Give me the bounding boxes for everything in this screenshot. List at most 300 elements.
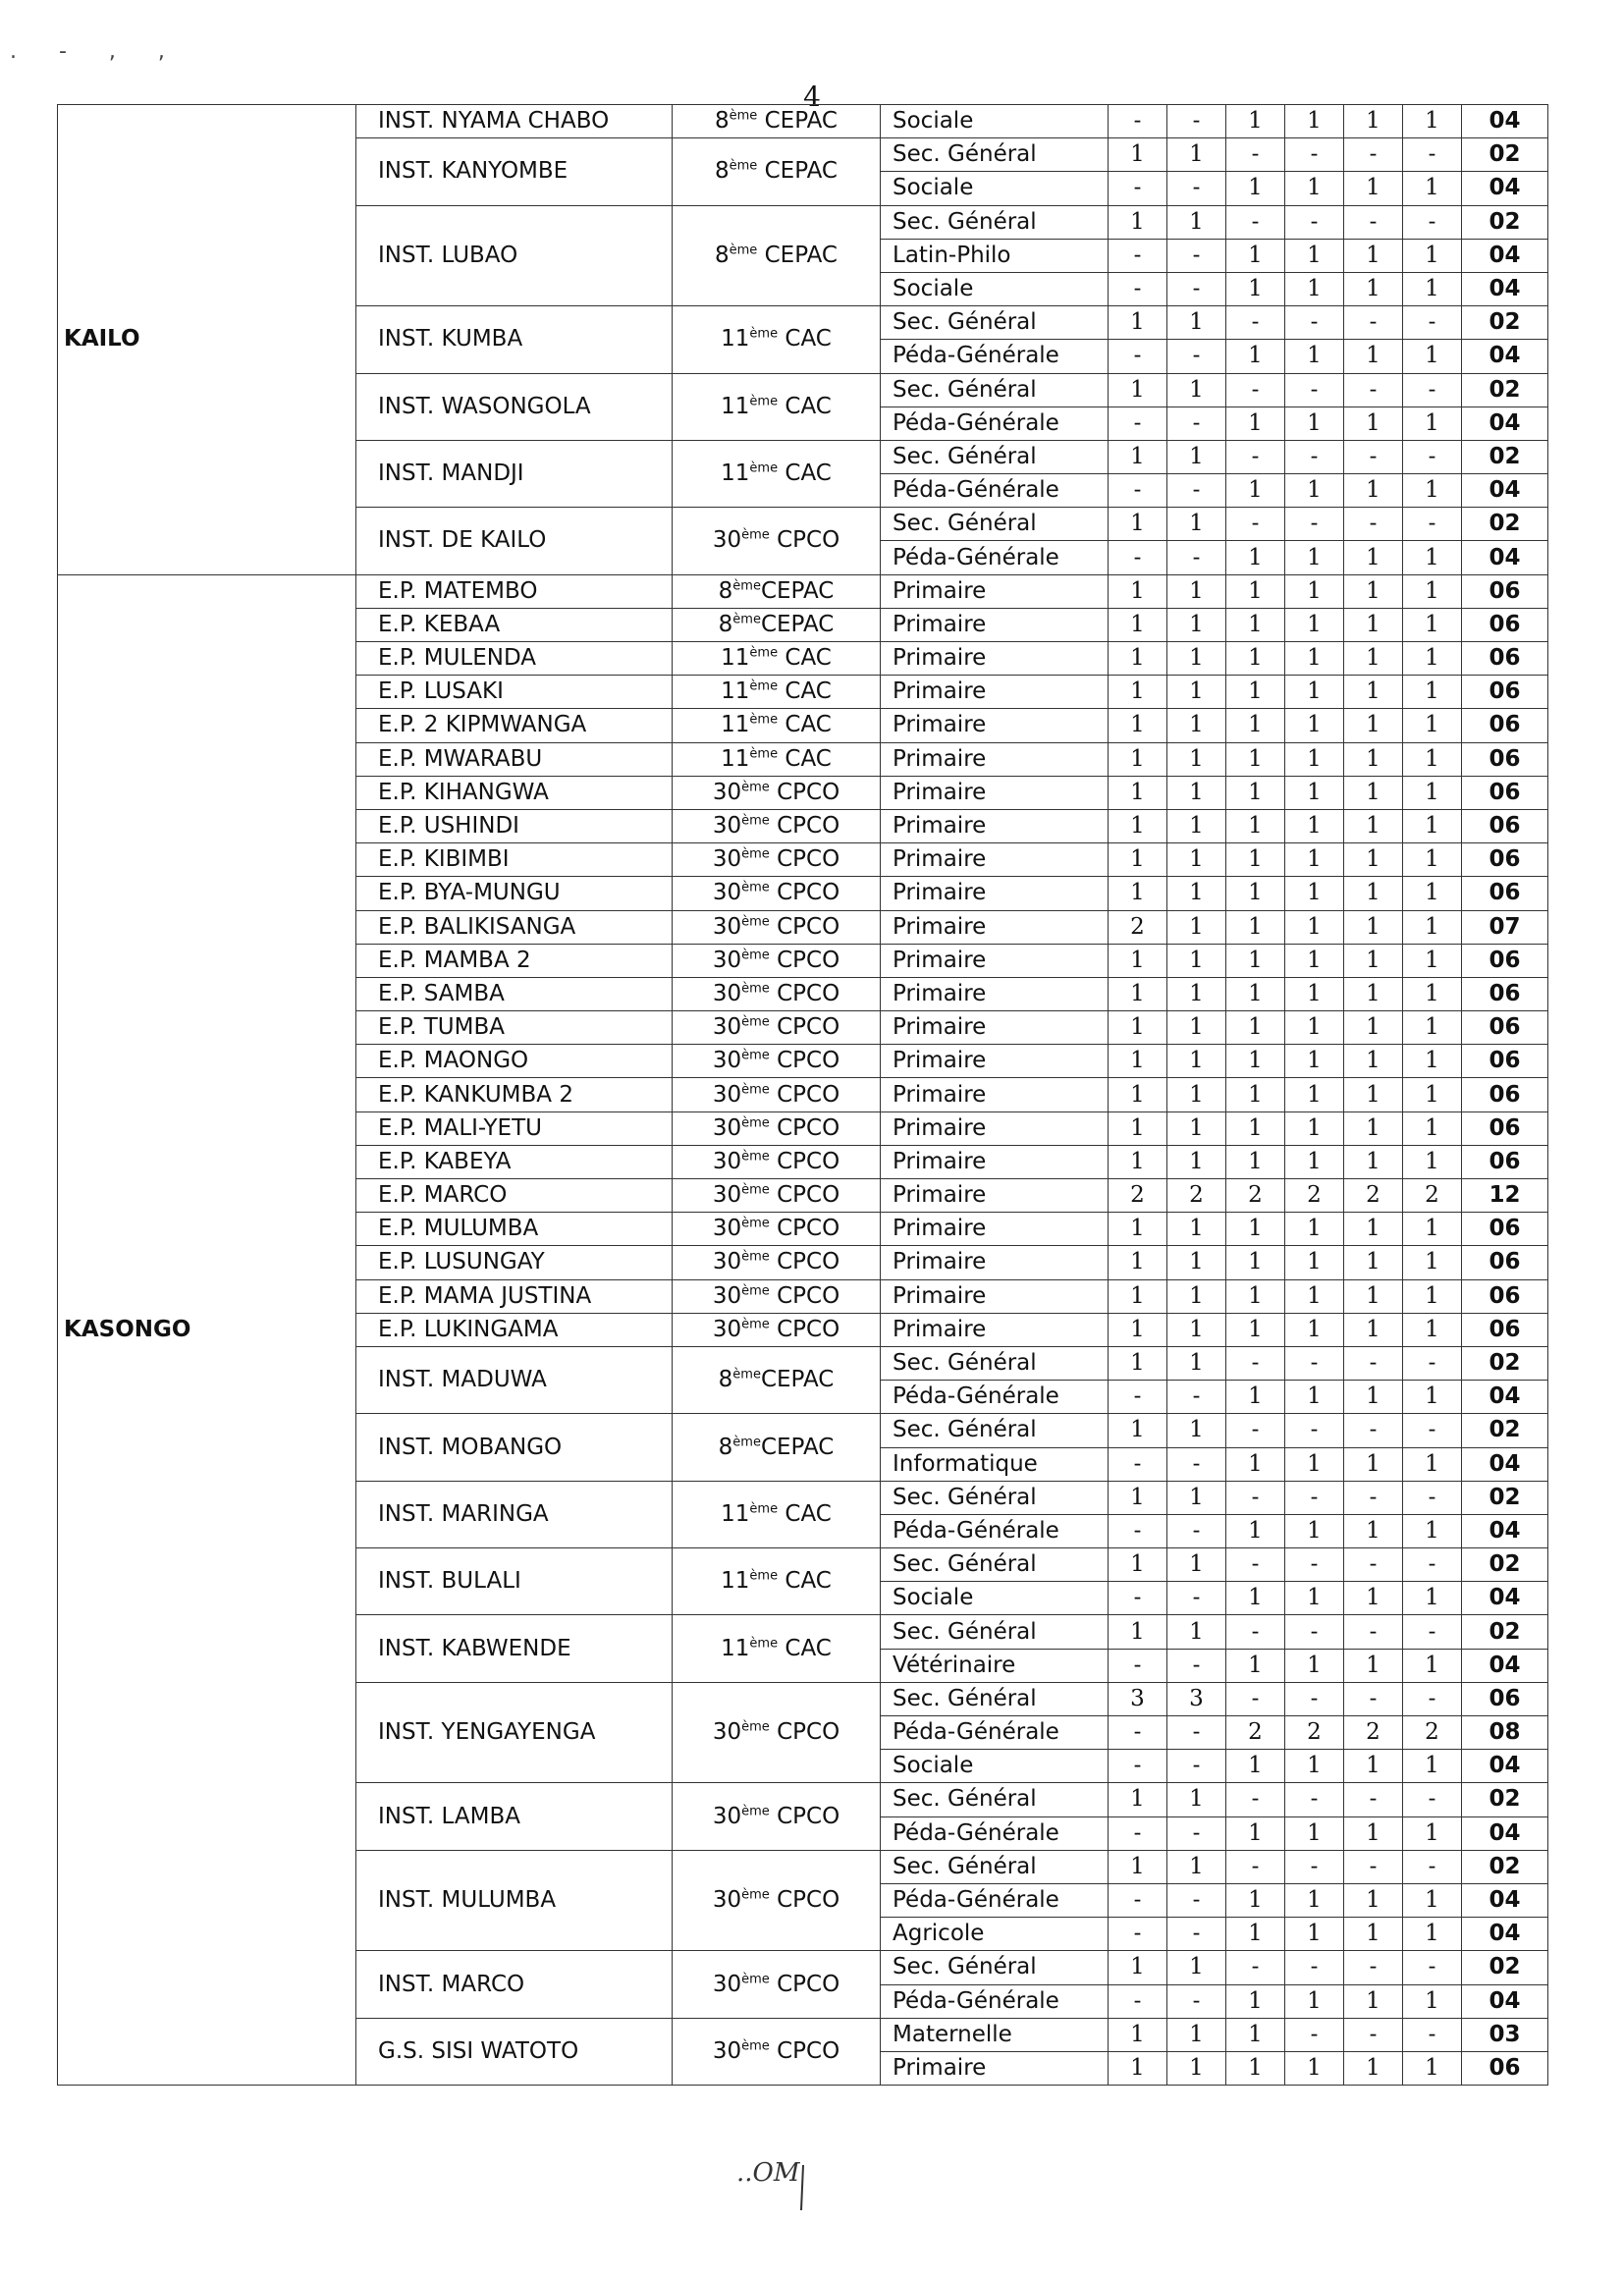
count-cell: 1 bbox=[1167, 1850, 1226, 1883]
section-name: Primaire bbox=[881, 1279, 1109, 1313]
count-cell: 1 bbox=[1285, 1313, 1344, 1346]
count-cell: - bbox=[1344, 1414, 1403, 1447]
count-cell: 1 bbox=[1403, 977, 1462, 1010]
count-cell: 1 bbox=[1167, 1111, 1226, 1145]
count-cell: 1 bbox=[1403, 272, 1462, 305]
count-cell: 1 bbox=[1167, 877, 1226, 910]
count-cell: 1 bbox=[1403, 474, 1462, 508]
count-cell: 1 bbox=[1167, 977, 1226, 1010]
table-row bbox=[58, 105, 1548, 138]
count-cell: - bbox=[1226, 205, 1285, 239]
section-name: Sec. Général bbox=[881, 1783, 1109, 1816]
count-cell: - bbox=[1226, 1850, 1285, 1883]
school-category bbox=[673, 306, 881, 373]
category-suffix: ème bbox=[749, 1501, 779, 1517]
category-number: 8 bbox=[714, 242, 730, 268]
count-cell: - bbox=[1109, 1649, 1167, 1682]
count-cell: 1 bbox=[1344, 1111, 1403, 1145]
count-cell: - bbox=[1167, 1816, 1226, 1850]
category-number: 30 bbox=[712, 1216, 742, 1242]
section-name: Primaire bbox=[881, 944, 1109, 977]
count-cell: 1 bbox=[1109, 1011, 1167, 1045]
category-number: 8 bbox=[718, 577, 733, 604]
total-cell: 06 bbox=[1462, 2051, 1548, 2085]
count-cell: 1 bbox=[1109, 2018, 1167, 2051]
footer-signature bbox=[734, 2145, 842, 2214]
total-cell: 06 bbox=[1462, 843, 1548, 877]
zone-name: KAILO bbox=[58, 105, 356, 575]
category-number: 8 bbox=[714, 158, 730, 185]
category-suffix: ème bbox=[741, 913, 770, 929]
total-cell: 02 bbox=[1462, 306, 1548, 340]
section-name: Vétérinaire bbox=[881, 1649, 1109, 1682]
count-cell: - bbox=[1285, 2018, 1344, 2051]
category-label: CPCO bbox=[769, 1249, 840, 1275]
category-number: 30 bbox=[712, 1971, 742, 1997]
category-suffix: ème bbox=[741, 1081, 770, 1097]
category-label: CEPAC bbox=[757, 108, 838, 135]
category-suffix: ème bbox=[741, 1014, 770, 1030]
count-cell: 1 bbox=[1403, 1279, 1462, 1313]
count-cell: 2 bbox=[1285, 1179, 1344, 1213]
total-cell: 06 bbox=[1462, 877, 1548, 910]
count-cell: 1 bbox=[1109, 608, 1167, 641]
count-cell: 1 bbox=[1109, 1045, 1167, 1078]
total-cell: 04 bbox=[1462, 1918, 1548, 1951]
total-cell: 04 bbox=[1462, 1381, 1548, 1414]
count-cell: 1 bbox=[1403, 709, 1462, 742]
count-cell: 2 bbox=[1403, 1179, 1462, 1213]
count-cell: 1 bbox=[1344, 709, 1403, 742]
section-name: Primaire bbox=[881, 977, 1109, 1010]
count-cell: 1 bbox=[1226, 407, 1285, 440]
count-cell: 1 bbox=[1226, 574, 1285, 608]
count-cell: 1 bbox=[1226, 709, 1285, 742]
category-suffix: ème bbox=[741, 1216, 770, 1231]
count-cell: - bbox=[1109, 541, 1167, 574]
total-cell: 03 bbox=[1462, 2018, 1548, 2051]
school-name: E.P. LUSAKI bbox=[356, 676, 673, 709]
count-cell: - bbox=[1226, 138, 1285, 172]
category-label: CPCO bbox=[769, 980, 840, 1006]
category-label: CPCO bbox=[769, 1081, 840, 1108]
category-suffix: ème bbox=[741, 1719, 770, 1735]
count-cell: 1 bbox=[1167, 138, 1226, 172]
total-cell: 06 bbox=[1462, 676, 1548, 709]
count-cell: 1 bbox=[1285, 843, 1344, 877]
count-cell: 1 bbox=[1285, 105, 1344, 138]
school-name: INST. KANYOMBE bbox=[356, 138, 673, 205]
count-cell: 1 bbox=[1226, 608, 1285, 641]
count-cell: 1 bbox=[1344, 474, 1403, 508]
count-cell: 1 bbox=[1403, 1145, 1462, 1178]
category-label: CEPAC bbox=[760, 611, 835, 637]
count-cell: 1 bbox=[1344, 239, 1403, 272]
count-cell: - bbox=[1403, 1414, 1462, 1447]
section-name: Latin-Philo bbox=[881, 239, 1109, 272]
count-cell: - bbox=[1285, 1951, 1344, 1984]
count-cell: 1 bbox=[1285, 474, 1344, 508]
count-cell: 1 bbox=[1167, 1246, 1226, 1279]
count-cell: 1 bbox=[1403, 608, 1462, 641]
count-cell: 3 bbox=[1109, 1682, 1167, 1715]
count-cell: 1 bbox=[1344, 1582, 1403, 1615]
count-cell: - bbox=[1167, 407, 1226, 440]
count-cell: 1 bbox=[1226, 642, 1285, 676]
school-category bbox=[673, 2018, 881, 2085]
total-cell: 06 bbox=[1462, 608, 1548, 641]
total-cell: 04 bbox=[1462, 474, 1548, 508]
count-cell: 1 bbox=[1109, 306, 1167, 340]
category-suffix: ème bbox=[741, 948, 770, 963]
category-suffix: ème bbox=[749, 394, 779, 409]
count-cell: 1 bbox=[1109, 1213, 1167, 1246]
category-suffix: ème bbox=[741, 880, 770, 895]
category-number: 30 bbox=[712, 1249, 742, 1275]
school-name: INST. WASONGOLA bbox=[356, 373, 673, 440]
category-number: 30 bbox=[712, 1316, 742, 1342]
table-row bbox=[58, 574, 1548, 608]
count-cell: - bbox=[1109, 1918, 1167, 1951]
count-cell: - bbox=[1226, 373, 1285, 407]
category-label: CAC bbox=[778, 1635, 832, 1661]
school-name: E.P. KIHANGWA bbox=[356, 776, 673, 809]
count-cell: - bbox=[1344, 440, 1403, 473]
count-cell: 1 bbox=[1403, 1582, 1462, 1615]
section-name: Péda-Générale bbox=[881, 1381, 1109, 1414]
school-category bbox=[673, 1615, 881, 1682]
section-name: Sec. Général bbox=[881, 1346, 1109, 1380]
category-number: 30 bbox=[712, 527, 742, 554]
category-label: CPCO bbox=[769, 1216, 840, 1242]
school-category bbox=[673, 205, 881, 306]
count-cell: 1 bbox=[1403, 1750, 1462, 1783]
total-cell: 02 bbox=[1462, 1548, 1548, 1582]
count-cell: 1 bbox=[1403, 407, 1462, 440]
count-cell: 1 bbox=[1285, 1514, 1344, 1547]
count-cell: 1 bbox=[1344, 1447, 1403, 1481]
count-cell: - bbox=[1226, 1783, 1285, 1816]
category-number: 30 bbox=[712, 1114, 742, 1141]
footer-mark: ..OM bbox=[736, 2158, 800, 2188]
count-cell: 1 bbox=[1344, 608, 1403, 641]
category-number: 30 bbox=[712, 779, 742, 805]
school-name: E.P. MALI-YETU bbox=[356, 1111, 673, 1145]
count-cell: - bbox=[1109, 1883, 1167, 1917]
count-cell: 1 bbox=[1344, 1045, 1403, 1078]
total-cell: 06 bbox=[1462, 574, 1548, 608]
count-cell: 1 bbox=[1167, 1313, 1226, 1346]
total-cell: 04 bbox=[1462, 105, 1548, 138]
school-name: E.P. BALIKISANGA bbox=[356, 910, 673, 944]
school-category bbox=[673, 1279, 881, 1313]
section-name: Primaire bbox=[881, 608, 1109, 641]
count-cell: 1 bbox=[1226, 172, 1285, 205]
count-cell: 1 bbox=[1226, 1313, 1285, 1346]
count-cell: 1 bbox=[1285, 1381, 1344, 1414]
count-cell: 1 bbox=[1226, 877, 1285, 910]
category-number: 30 bbox=[712, 1719, 742, 1746]
school-name: E.P. MARCO bbox=[356, 1179, 673, 1213]
count-cell: - bbox=[1285, 1783, 1344, 1816]
category-label: CAC bbox=[778, 1500, 832, 1527]
count-cell: - bbox=[1285, 440, 1344, 473]
category-suffix: ème bbox=[741, 527, 770, 543]
count-cell: 1 bbox=[1285, 239, 1344, 272]
school-category bbox=[673, 574, 881, 608]
school-name: E.P. LUSUNGAY bbox=[356, 1246, 673, 1279]
category-number: 30 bbox=[712, 1182, 742, 1209]
count-cell: 1 bbox=[1167, 205, 1226, 239]
school-name: E.P. BYA-MUNGU bbox=[356, 877, 673, 910]
school-category bbox=[673, 1548, 881, 1615]
count-cell: - bbox=[1285, 373, 1344, 407]
count-cell: - bbox=[1109, 1381, 1167, 1414]
section-name: Primaire bbox=[881, 642, 1109, 676]
count-cell: 1 bbox=[1344, 1649, 1403, 1682]
category-number: 30 bbox=[712, 1148, 742, 1174]
section-name: Primaire bbox=[881, 1213, 1109, 1246]
count-cell: - bbox=[1109, 407, 1167, 440]
count-cell: 2 bbox=[1403, 1716, 1462, 1750]
total-cell: 04 bbox=[1462, 239, 1548, 272]
school-name: E.P. MWARABU bbox=[356, 742, 673, 776]
total-cell: 04 bbox=[1462, 1984, 1548, 2018]
count-cell: 1 bbox=[1344, 541, 1403, 574]
total-cell: 02 bbox=[1462, 1783, 1548, 1816]
category-suffix: ème bbox=[741, 1317, 770, 1332]
count-cell: - bbox=[1285, 1346, 1344, 1380]
section-name: Sociale bbox=[881, 105, 1109, 138]
school-name: INST. MOBANGO bbox=[356, 1414, 673, 1481]
school-category bbox=[673, 1414, 881, 1481]
section-name: Sec. Général bbox=[881, 1951, 1109, 1984]
section-name: Primaire bbox=[881, 1179, 1109, 1213]
count-cell: 1 bbox=[1109, 1615, 1167, 1649]
scan-marks: . - , , bbox=[10, 39, 183, 64]
count-cell: 1 bbox=[1285, 1883, 1344, 1917]
total-cell: 02 bbox=[1462, 205, 1548, 239]
section-name: Sociale bbox=[881, 172, 1109, 205]
count-cell: 1 bbox=[1285, 877, 1344, 910]
count-cell: 1 bbox=[1285, 608, 1344, 641]
school-category bbox=[673, 676, 881, 709]
count-cell: 1 bbox=[1344, 977, 1403, 1010]
count-cell: 1 bbox=[1285, 977, 1344, 1010]
school-name: INST. KUMBA bbox=[356, 306, 673, 373]
count-cell: 1 bbox=[1226, 1279, 1285, 1313]
school-name: INST. MARINGA bbox=[356, 1481, 673, 1547]
count-cell: 1 bbox=[1403, 910, 1462, 944]
count-cell: - bbox=[1226, 1682, 1285, 1715]
section-name: Primaire bbox=[881, 574, 1109, 608]
count-cell: - bbox=[1226, 1615, 1285, 1649]
category-label: CPCO bbox=[769, 1182, 840, 1209]
count-cell: 1 bbox=[1167, 910, 1226, 944]
category-suffix: ème bbox=[741, 1182, 770, 1198]
total-cell: 02 bbox=[1462, 1850, 1548, 1883]
count-cell: 1 bbox=[1285, 574, 1344, 608]
count-cell: - bbox=[1109, 1447, 1167, 1481]
count-cell: 1 bbox=[1167, 1548, 1226, 1582]
total-cell: 06 bbox=[1462, 809, 1548, 842]
category-suffix: ème bbox=[732, 1434, 761, 1449]
count-cell: - bbox=[1167, 105, 1226, 138]
school-category bbox=[673, 1951, 881, 2018]
count-cell: 1 bbox=[1285, 1984, 1344, 2018]
count-cell: - bbox=[1344, 138, 1403, 172]
count-cell: 1 bbox=[1344, 1313, 1403, 1346]
count-cell: - bbox=[1167, 239, 1226, 272]
category-label: CAC bbox=[778, 326, 832, 352]
count-cell: 1 bbox=[1167, 843, 1226, 877]
count-cell: 1 bbox=[1226, 1213, 1285, 1246]
section-name: Sec. Général bbox=[881, 1414, 1109, 1447]
count-cell: - bbox=[1344, 508, 1403, 541]
category-number: 30 bbox=[712, 880, 742, 906]
zone-name: KASONGO bbox=[58, 574, 356, 2085]
count-cell: - bbox=[1167, 1447, 1226, 1481]
count-cell: - bbox=[1109, 1984, 1167, 2018]
category-suffix: ème bbox=[741, 2038, 770, 2054]
section-name: Péda-Générale bbox=[881, 1816, 1109, 1850]
count-cell: 1 bbox=[1285, 1649, 1344, 1682]
category-label: CPCO bbox=[769, 779, 840, 805]
count-cell: 1 bbox=[1403, 105, 1462, 138]
count-cell: - bbox=[1109, 340, 1167, 373]
count-cell: 1 bbox=[1109, 1111, 1167, 1145]
total-cell: 04 bbox=[1462, 407, 1548, 440]
category-number: 30 bbox=[712, 980, 742, 1006]
count-cell: - bbox=[1344, 373, 1403, 407]
count-cell: - bbox=[1109, 1750, 1167, 1783]
category-label: CPCO bbox=[769, 880, 840, 906]
category-suffix: ème bbox=[732, 1367, 761, 1382]
count-cell: 1 bbox=[1226, 541, 1285, 574]
count-cell: - bbox=[1167, 1918, 1226, 1951]
count-cell: 1 bbox=[1344, 1279, 1403, 1313]
total-cell: 04 bbox=[1462, 1649, 1548, 1682]
count-cell: 1 bbox=[1285, 1447, 1344, 1481]
count-cell: - bbox=[1285, 205, 1344, 239]
section-name: Primaire bbox=[881, 843, 1109, 877]
count-cell: 1 bbox=[1167, 1615, 1226, 1649]
category-label: CAC bbox=[778, 461, 832, 487]
count-cell: 1 bbox=[1226, 2051, 1285, 2085]
school-name: E.P. KANKUMBA 2 bbox=[356, 1078, 673, 1111]
category-suffix: ème bbox=[741, 1283, 770, 1298]
count-cell: 1 bbox=[1403, 809, 1462, 842]
count-cell: 1 bbox=[1344, 776, 1403, 809]
section-name: Primaire bbox=[881, 1145, 1109, 1178]
section-name: Péda-Générale bbox=[881, 541, 1109, 574]
total-cell: 04 bbox=[1462, 1447, 1548, 1481]
category-suffix: ème bbox=[749, 461, 779, 476]
count-cell: 1 bbox=[1344, 642, 1403, 676]
count-cell: - bbox=[1285, 508, 1344, 541]
count-cell: 1 bbox=[1226, 340, 1285, 373]
section-name: Sec. Général bbox=[881, 440, 1109, 473]
school-name: E.P. MAMBA 2 bbox=[356, 944, 673, 977]
count-cell: 1 bbox=[1226, 1918, 1285, 1951]
count-cell: - bbox=[1109, 1514, 1167, 1547]
category-number: 11 bbox=[721, 461, 750, 487]
count-cell: - bbox=[1109, 1582, 1167, 1615]
count-cell: 1 bbox=[1344, 843, 1403, 877]
count-cell: 1 bbox=[1285, 407, 1344, 440]
category-suffix: ème bbox=[749, 1568, 779, 1584]
count-cell: - bbox=[1403, 1682, 1462, 1715]
count-cell: - bbox=[1167, 340, 1226, 373]
count-cell: 1 bbox=[1226, 676, 1285, 709]
count-cell: 1 bbox=[1344, 742, 1403, 776]
count-cell: 1 bbox=[1285, 1145, 1344, 1178]
count-cell: 1 bbox=[1403, 1447, 1462, 1481]
section-name: Péda-Générale bbox=[881, 407, 1109, 440]
count-cell: - bbox=[1403, 440, 1462, 473]
count-cell: 1 bbox=[1109, 1313, 1167, 1346]
count-cell: 1 bbox=[1403, 239, 1462, 272]
table-body bbox=[58, 105, 1548, 2086]
section-name: Primaire bbox=[881, 776, 1109, 809]
count-cell: 1 bbox=[1226, 2018, 1285, 2051]
count-cell: 1 bbox=[1109, 1951, 1167, 1984]
count-cell: 1 bbox=[1285, 541, 1344, 574]
section-name: Informatique bbox=[881, 1447, 1109, 1481]
count-cell: 1 bbox=[1109, 574, 1167, 608]
count-cell: 1 bbox=[1344, 1883, 1403, 1917]
count-cell: - bbox=[1167, 1716, 1226, 1750]
total-cell: 06 bbox=[1462, 977, 1548, 1010]
section-name: Sociale bbox=[881, 1582, 1109, 1615]
category-number: 30 bbox=[712, 1048, 742, 1074]
category-suffix: ème bbox=[741, 1803, 770, 1818]
school-name: E.P. SAMBA bbox=[356, 977, 673, 1010]
count-cell: 1 bbox=[1226, 843, 1285, 877]
section-name: Péda-Générale bbox=[881, 474, 1109, 508]
section-name: Primaire bbox=[881, 1246, 1109, 1279]
count-cell: 1 bbox=[1285, 809, 1344, 842]
total-cell: 02 bbox=[1462, 1346, 1548, 1380]
section-name: Sec. Général bbox=[881, 508, 1109, 541]
count-cell: - bbox=[1167, 474, 1226, 508]
total-cell: 02 bbox=[1462, 1481, 1548, 1514]
school-category bbox=[673, 105, 881, 138]
category-label: CEPAC bbox=[757, 158, 838, 185]
count-cell: - bbox=[1344, 2018, 1403, 2051]
count-cell: 1 bbox=[1226, 1514, 1285, 1547]
section-name: Primaire bbox=[881, 2051, 1109, 2085]
section-name: Péda-Générale bbox=[881, 1883, 1109, 1917]
category-label: CPCO bbox=[769, 1014, 840, 1041]
school-category bbox=[673, 1246, 881, 1279]
count-cell: - bbox=[1344, 205, 1403, 239]
category-number: 30 bbox=[712, 1803, 742, 1829]
school-category bbox=[673, 709, 881, 742]
staffing-table bbox=[57, 104, 1548, 2086]
section-name: Sociale bbox=[881, 272, 1109, 305]
school-category bbox=[673, 944, 881, 977]
school-category bbox=[673, 877, 881, 910]
total-cell: 04 bbox=[1462, 1582, 1548, 1615]
count-cell: - bbox=[1403, 373, 1462, 407]
count-cell: 1 bbox=[1344, 1984, 1403, 2018]
category-number: 30 bbox=[712, 813, 742, 840]
category-label: CAC bbox=[778, 1568, 832, 1595]
category-label: CPCO bbox=[769, 846, 840, 873]
count-cell: 1 bbox=[1226, 1750, 1285, 1783]
section-name: Sec. Général bbox=[881, 138, 1109, 172]
